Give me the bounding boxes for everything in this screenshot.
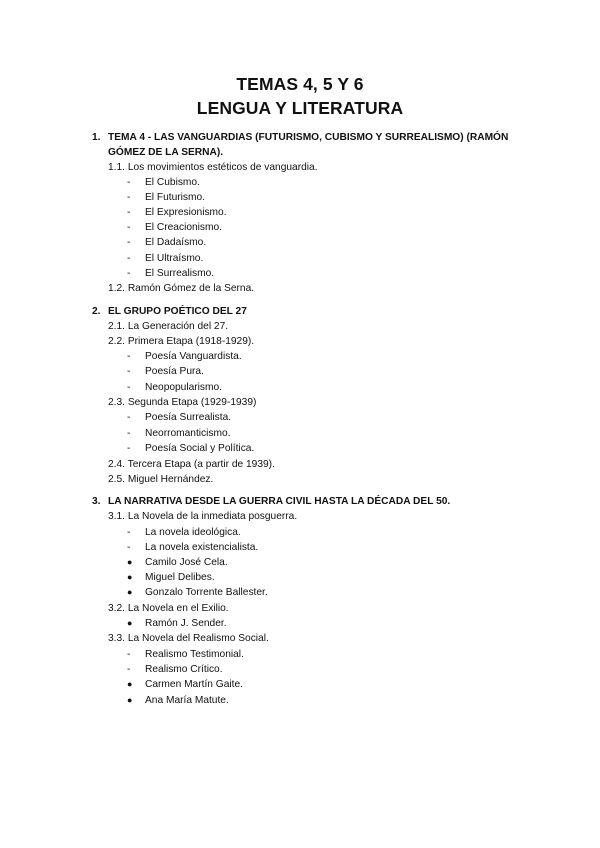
list-item-text: Gonzalo Torrente Ballester.	[145, 587, 268, 598]
list-item	[127, 616, 227, 631]
bullet-icon: ●	[127, 557, 133, 567]
subsection-label: 2.4. Tercera Etapa (a partir de 1939).	[108, 459, 275, 470]
list-item	[127, 364, 204, 379]
list-item	[127, 426, 231, 441]
list-marker: -	[127, 366, 131, 377]
list-marker: -	[127, 351, 131, 362]
subsection-label: 2.1. La Generación del 27.	[108, 321, 229, 332]
list-item	[127, 235, 206, 250]
list-item-text: El Dadaísmo.	[145, 237, 207, 248]
list-item-text: Realismo Crítico.	[145, 664, 223, 675]
subsection-label: 2.5. Miguel Hernández.	[108, 474, 214, 485]
list-item-text: La novela existencialista.	[145, 542, 259, 553]
list-item	[127, 677, 243, 692]
subsection-label: 3.1. La Novela de la inmediata posguerra.	[108, 511, 298, 522]
list-item-text: La novela ideológica.	[145, 527, 241, 538]
list-item-text: Ramón J. Sender.	[145, 618, 227, 629]
section-heading	[92, 494, 532, 509]
subsection-label: 3.2. La Novela en el Exilio.	[108, 603, 229, 614]
list-marker: -	[127, 527, 131, 538]
bullet-icon: ●	[127, 679, 133, 689]
list-marker: -	[127, 664, 131, 675]
list-item	[127, 540, 258, 555]
subsection-label: 1.2. Ramón Gómez de la Serna.	[108, 283, 255, 294]
document-title: TEMAS 4, 5 Y 6	[236, 74, 364, 94]
list-marker: -	[127, 428, 131, 439]
list-marker: -	[127, 222, 131, 233]
list-item	[127, 205, 227, 220]
list-item-text: Miguel Delibes.	[145, 572, 215, 583]
list-marker: -	[127, 649, 131, 660]
list-item-text: El Ultraísmo.	[145, 253, 204, 264]
bullet-icon: ●	[127, 618, 133, 628]
subsection-label: 1.1. Los movimientos estéticos de vanguardia.	[108, 162, 318, 173]
list-marker: -	[127, 207, 131, 218]
list-marker: -	[127, 412, 131, 423]
subsection-label: 2.3. Segunda Etapa (1929-1939)	[108, 397, 257, 408]
section-number: 2.	[92, 306, 101, 317]
list-item-text: Carmen Martín Gaite.	[145, 679, 243, 690]
list-item-text: El Creacionismo.	[145, 222, 222, 233]
list-item-text: Poesía Vanguardista.	[145, 351, 242, 362]
list-item	[127, 525, 241, 540]
subsection-label: 2.2. Primera Etapa (1918-1929).	[108, 336, 255, 347]
section-title: EL GRUPO POÉTICO DEL 27	[108, 306, 247, 317]
list-item	[127, 647, 244, 662]
list-item	[127, 349, 242, 364]
list-item	[127, 175, 200, 190]
list-item	[127, 570, 215, 585]
list-item	[127, 251, 203, 266]
bullet-icon: ●	[127, 587, 133, 597]
list-marker: -	[127, 443, 131, 454]
list-item-text: Poesía Surrealista.	[145, 412, 232, 423]
list-item-text: El Cubismo.	[145, 177, 200, 188]
section-heading	[92, 304, 532, 319]
list-marker: -	[127, 237, 131, 248]
list-item	[127, 693, 229, 708]
list-item-text: El Surrealismo.	[145, 268, 215, 279]
section-title: LA NARRATIVA DESDE LA GUERRA CIVIL HASTA LA DÉCADA DEL 50.	[108, 496, 451, 507]
list-item	[127, 441, 254, 456]
bullet-icon: ●	[127, 695, 133, 705]
document-subtitle: LENGUA Y LITERATURA	[196, 98, 404, 118]
bullet-icon: ●	[127, 572, 133, 582]
list-item	[127, 585, 268, 600]
section-title: TEMA 4 - LAS VANGUARDIAS (FUTURISMO, CUBISMO Y SURREALISMO) (RAMÓN GÓMEZ DE LA SERNA).	[108, 132, 509, 158]
list-item-text: Poesía Social y Política.	[145, 443, 255, 454]
section-number: 3.	[92, 496, 101, 507]
list-marker: -	[127, 177, 131, 188]
list-item-text: Neopopularismo.	[145, 382, 223, 393]
section-number: 1.	[92, 132, 101, 143]
list-item-text: El Expresionismo.	[145, 207, 227, 218]
list-item-text: El Futurismo.	[145, 192, 206, 203]
list-marker: -	[127, 253, 131, 264]
list-item	[127, 380, 222, 395]
section-heading	[92, 130, 532, 160]
list-item	[127, 555, 228, 570]
list-item-text: Poesía Pura.	[145, 366, 204, 377]
list-marker: -	[127, 542, 131, 553]
list-item-text: Ana María Matute.	[145, 695, 229, 706]
list-item-text: Camilo José Cela.	[145, 557, 228, 568]
list-marker: -	[127, 268, 131, 279]
list-item	[127, 220, 222, 235]
list-marker: -	[127, 382, 131, 393]
list-marker: -	[127, 192, 131, 203]
list-item	[127, 662, 223, 677]
list-item	[127, 190, 205, 205]
list-item	[127, 266, 214, 281]
subsection-label: 3.3. La Novela del Realismo Social.	[108, 633, 269, 644]
list-item	[127, 410, 231, 425]
list-item-text: Neorromanticismo.	[145, 428, 231, 439]
list-item-text: Realismo Testimonial.	[145, 649, 244, 660]
